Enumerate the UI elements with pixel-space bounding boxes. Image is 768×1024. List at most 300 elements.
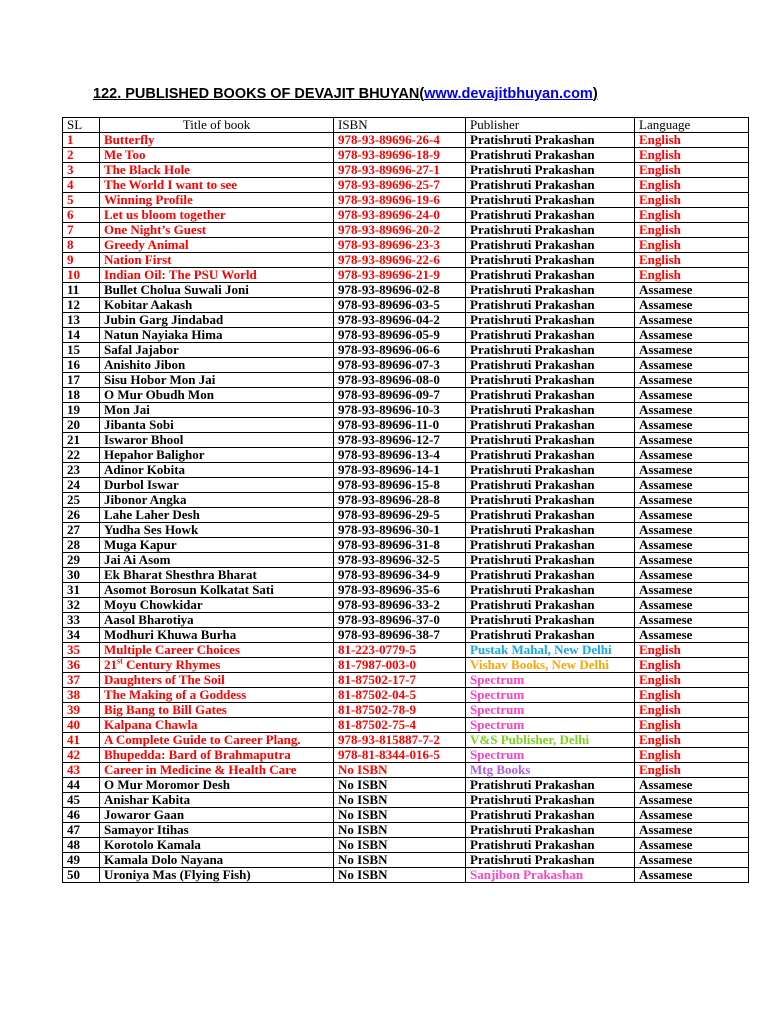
row-sl: 36 [63, 658, 100, 673]
row-language: Assamese [635, 613, 749, 628]
row-sl: 37 [63, 673, 100, 688]
row-sl: 21 [63, 433, 100, 448]
row-publisher: Pratishruti Prakashan [466, 553, 635, 568]
table-row [63, 238, 749, 253]
row-isbn: 978-93-89696-21-9 [334, 268, 466, 283]
row-sl: 25 [63, 493, 100, 508]
row-title: Samayor Itihas [100, 823, 334, 838]
row-isbn: 978-93-89696-31-8 [334, 538, 466, 553]
table-row [63, 133, 749, 148]
row-isbn: 978-93-89696-30-1 [334, 523, 466, 538]
row-sl: 6 [63, 208, 100, 223]
row-sl: 50 [63, 868, 100, 883]
row-sl: 42 [63, 748, 100, 763]
row-sl: 28 [63, 538, 100, 553]
row-publisher: V&S Publisher, Delhi [466, 733, 635, 748]
row-publisher: Pratishruti Prakashan [466, 448, 635, 463]
row-publisher: Pratishruti Prakashan [466, 538, 635, 553]
row-sl: 44 [63, 778, 100, 793]
row-sl: 24 [63, 478, 100, 493]
row-sl: 31 [63, 583, 100, 598]
table-row [63, 403, 749, 418]
row-publisher: Pratishruti Prakashan [466, 433, 635, 448]
title-suffix: ) [592, 86, 598, 102]
row-sl: 10 [63, 268, 100, 283]
row-language: Assamese [635, 463, 749, 478]
table-row [63, 508, 749, 523]
row-isbn: 81-87502-78-9 [334, 703, 466, 718]
row-isbn: 978-93-89696-07-3 [334, 358, 466, 373]
row-title: The Black Hole [100, 163, 334, 178]
table-row [63, 868, 749, 883]
row-sl: 19 [63, 403, 100, 418]
table-row [63, 163, 749, 178]
row-sl: 1 [63, 133, 100, 148]
row-publisher: Pratishruti Prakashan [466, 493, 635, 508]
row-title-suffix: st [117, 657, 123, 666]
row-publisher: Pratishruti Prakashan [466, 508, 635, 523]
row-title: Career in Medicine & Health Care [100, 763, 334, 778]
table-row [63, 283, 749, 298]
row-publisher: Pratishruti Prakashan [466, 253, 635, 268]
row-language: Assamese [635, 313, 749, 328]
row-title: O Mur Obudh Mon [100, 388, 334, 403]
table-row [63, 193, 749, 208]
row-title: Hepahor Balighor [100, 448, 334, 463]
row-title: Butterfly [100, 133, 334, 148]
row-language: English [635, 133, 749, 148]
row-isbn: 978-93-89696-12-7 [334, 433, 466, 448]
table-row [63, 463, 749, 478]
row-isbn: 978-93-89696-32-5 [334, 553, 466, 568]
row-sl: 9 [63, 253, 100, 268]
row-publisher: Pratishruti Prakashan [466, 583, 635, 598]
row-title: Lahe Laher Desh [100, 508, 334, 523]
header-isbn: ISBN [334, 118, 466, 133]
row-publisher: Spectrum [466, 688, 635, 703]
row-isbn: 81-7987-003-0 [334, 658, 466, 673]
row-title: Jai Ai Asom [100, 553, 334, 568]
row-isbn: 978-93-89696-13-4 [334, 448, 466, 463]
row-isbn: 978-93-89696-35-6 [334, 583, 466, 598]
row-title: Kamala Dolo Nayana [100, 853, 334, 868]
row-title: Uroniya Mas (Flying Fish) [100, 868, 334, 883]
row-language: English [635, 253, 749, 268]
row-language: English [635, 658, 749, 673]
row-isbn: 978-93-89696-08-0 [334, 373, 466, 388]
row-language: English [635, 208, 749, 223]
row-publisher: Vishav Books, New Delhi [466, 658, 635, 673]
row-title: Durbol Iswar [100, 478, 334, 493]
row-isbn: No ISBN [334, 763, 466, 778]
header-title: Title of book [100, 118, 334, 133]
row-isbn: 978-93-89696-09-7 [334, 388, 466, 403]
row-language: English [635, 643, 749, 658]
row-publisher: Pratishruti Prakashan [466, 418, 635, 433]
row-isbn: 978-93-89696-29-5 [334, 508, 466, 523]
row-isbn: 978-93-89696-22-6 [334, 253, 466, 268]
row-sl: 2 [63, 148, 100, 163]
row-sl: 23 [63, 463, 100, 478]
row-title: Adinor Kobita [100, 463, 334, 478]
row-publisher: Pratishruti Prakashan [466, 523, 635, 538]
row-publisher: Pratishruti Prakashan [466, 268, 635, 283]
row-publisher: Spectrum [466, 673, 635, 688]
row-language: English [635, 763, 749, 778]
row-publisher: Pratishruti Prakashan [466, 598, 635, 613]
row-title: Jibanta Sobi [100, 418, 334, 433]
row-publisher: Pratishruti Prakashan [466, 373, 635, 388]
row-publisher: Pratishruti Prakashan [466, 853, 635, 868]
row-isbn: 978-93-89696-10-3 [334, 403, 466, 418]
row-title: Jubin Garg Jindabad [100, 313, 334, 328]
row-publisher: Spectrum [466, 748, 635, 763]
row-language: Assamese [635, 388, 749, 403]
row-language: English [635, 718, 749, 733]
row-title-number: 21 [104, 657, 117, 672]
row-publisher: Pratishruti Prakashan [466, 613, 635, 628]
row-sl: 15 [63, 343, 100, 358]
table-row [63, 148, 749, 163]
row-language: Assamese [635, 493, 749, 508]
row-isbn: 978-93-89696-20-2 [334, 223, 466, 238]
table-row [63, 763, 749, 778]
row-sl: 40 [63, 718, 100, 733]
row-language: Assamese [635, 793, 749, 808]
row-publisher: Pratishruti Prakashan [466, 568, 635, 583]
table-row [63, 613, 749, 628]
row-sl: 41 [63, 733, 100, 748]
row-isbn: 978-93-89696-05-9 [334, 328, 466, 343]
row-language: English [635, 193, 749, 208]
row-title: Me Too [100, 148, 334, 163]
row-isbn: 81-87502-17-7 [334, 673, 466, 688]
row-isbn: 978-93-89696-18-9 [334, 148, 466, 163]
table-row [63, 853, 749, 868]
row-title: Nation First [100, 253, 334, 268]
row-isbn: 978-93-89696-15-8 [334, 478, 466, 493]
row-isbn: 978-93-89696-27-1 [334, 163, 466, 178]
row-title: Multiple Career Choices [100, 643, 334, 658]
header-sl: SL [63, 118, 100, 133]
row-publisher: Pratishruti Prakashan [466, 403, 635, 418]
row-publisher: Pratishruti Prakashan [466, 628, 635, 643]
row-title: Kobitar Aakash [100, 298, 334, 313]
row-isbn: 978-93-89696-03-5 [334, 298, 466, 313]
row-title: A Complete Guide to Career Plang. [100, 733, 334, 748]
row-publisher: Mtg Books [466, 763, 635, 778]
row-sl: 32 [63, 598, 100, 613]
table-row [63, 718, 749, 733]
row-publisher: Pratishruti Prakashan [466, 193, 635, 208]
row-language: Assamese [635, 478, 749, 493]
table-row [63, 523, 749, 538]
row-title: Iswaror Bhool [100, 433, 334, 448]
row-language: Assamese [635, 628, 749, 643]
table-row [63, 328, 749, 343]
row-sl: 20 [63, 418, 100, 433]
row-publisher: Pratishruti Prakashan [466, 313, 635, 328]
row-isbn: 978-93-89696-14-1 [334, 463, 466, 478]
row-isbn: 978-93-89696-26-4 [334, 133, 466, 148]
table-row [63, 493, 749, 508]
row-title: The Making of a Goddess [100, 688, 334, 703]
row-language: Assamese [635, 583, 749, 598]
row-title: Big Bang to Bill Gates [100, 703, 334, 718]
row-sl: 45 [63, 793, 100, 808]
table-row [63, 643, 749, 658]
row-publisher: Pratishruti Prakashan [466, 823, 635, 838]
row-title: O Mur Moromor Desh [100, 778, 334, 793]
table-row [63, 433, 749, 448]
row-isbn: 978-93-89696-25-7 [334, 178, 466, 193]
table-row [63, 418, 749, 433]
row-language: English [635, 703, 749, 718]
table-row [63, 553, 749, 568]
title-prefix: 122. PUBLISHED BOOKS OF DEVAJIT BHUYAN( [93, 86, 425, 102]
row-publisher: Pratishruti Prakashan [466, 208, 635, 223]
row-sl: 11 [63, 283, 100, 298]
row-isbn: 978-93-89696-19-6 [334, 193, 466, 208]
row-isbn: 978-93-89696-11-0 [334, 418, 466, 433]
table-row [63, 343, 749, 358]
header-language: Language [635, 118, 749, 133]
row-sl: 7 [63, 223, 100, 238]
row-title: Indian Oil: The PSU World [100, 268, 334, 283]
table-row [63, 208, 749, 223]
row-publisher: Pratishruti Prakashan [466, 478, 635, 493]
row-language: Assamese [635, 343, 749, 358]
table-row [63, 358, 749, 373]
table-row [63, 268, 749, 283]
row-title: Jibonor Angka [100, 493, 334, 508]
table-header-row [63, 118, 749, 133]
row-title: Greedy Animal [100, 238, 334, 253]
row-sl: 49 [63, 853, 100, 868]
table-row [63, 778, 749, 793]
row-sl: 3 [63, 163, 100, 178]
table-row [63, 568, 749, 583]
row-title: Aasol Bharotiya [100, 613, 334, 628]
row-sl: 22 [63, 448, 100, 463]
row-sl: 27 [63, 523, 100, 538]
row-language: English [635, 178, 749, 193]
row-title: Winning Profile [100, 193, 334, 208]
row-title-rest: Century Rhymes [122, 657, 221, 672]
row-title: Moyu Chowkidar [100, 598, 334, 613]
table-row [63, 808, 749, 823]
row-publisher: Pratishruti Prakashan [466, 838, 635, 853]
row-title: Muga Kapur [100, 538, 334, 553]
table-row [63, 538, 749, 553]
row-isbn: 978-93-89696-04-2 [334, 313, 466, 328]
table-row [63, 298, 749, 313]
row-title: Sisu Hobor Mon Jai [100, 373, 334, 388]
row-isbn: No ISBN [334, 853, 466, 868]
row-sl: 4 [63, 178, 100, 193]
row-title: Yudha Ses Howk [100, 523, 334, 538]
table-row [63, 703, 749, 718]
row-sl: 33 [63, 613, 100, 628]
row-publisher: Pratishruti Prakashan [466, 163, 635, 178]
row-language: Assamese [635, 868, 749, 883]
row-publisher: Pratishruti Prakashan [466, 343, 635, 358]
row-sl: 16 [63, 358, 100, 373]
table-row [63, 793, 749, 808]
row-isbn: No ISBN [334, 838, 466, 853]
row-language: Assamese [635, 403, 749, 418]
row-title: Kalpana Chawla [100, 718, 334, 733]
row-isbn: 978-93-89696-02-8 [334, 283, 466, 298]
row-sl: 26 [63, 508, 100, 523]
row-isbn: 978-81-8344-016-5 [334, 748, 466, 763]
row-language: Assamese [635, 328, 749, 343]
row-language: Assamese [635, 538, 749, 553]
row-isbn: 978-93-815887-7-2 [334, 733, 466, 748]
row-publisher: Pratishruti Prakashan [466, 238, 635, 253]
row-title: Daughters of The Soil [100, 673, 334, 688]
row-title: Jowaror Gaan [100, 808, 334, 823]
row-sl: 12 [63, 298, 100, 313]
row-isbn: No ISBN [334, 808, 466, 823]
row-publisher: Pratishruti Prakashan [466, 793, 635, 808]
row-publisher: Pratishruti Prakashan [466, 298, 635, 313]
row-isbn: 81-87502-04-5 [334, 688, 466, 703]
row-title: Bhupedda: Bard of Brahmaputra [100, 748, 334, 763]
table-row [63, 373, 749, 388]
row-language: Assamese [635, 553, 749, 568]
row-publisher: Pratishruti Prakashan [466, 223, 635, 238]
row-language: English [635, 223, 749, 238]
row-publisher: Pratishruti Prakashan [466, 328, 635, 343]
row-publisher: Pratishruti Prakashan [466, 133, 635, 148]
table-row [63, 628, 749, 643]
row-sl: 30 [63, 568, 100, 583]
row-title: Anishar Kabita [100, 793, 334, 808]
row-isbn: No ISBN [334, 778, 466, 793]
row-sl: 8 [63, 238, 100, 253]
row-publisher: Pratishruti Prakashan [466, 283, 635, 298]
table-row [63, 688, 749, 703]
row-sl: 14 [63, 328, 100, 343]
row-sl: 39 [63, 703, 100, 718]
row-publisher: Pustak Mahal, New Delhi [466, 643, 635, 658]
row-sl: 18 [63, 388, 100, 403]
header-publisher: Publisher [466, 118, 635, 133]
row-language: Assamese [635, 568, 749, 583]
row-publisher: Pratishruti Prakashan [466, 808, 635, 823]
table-row [63, 598, 749, 613]
row-sl: 38 [63, 688, 100, 703]
row-language: English [635, 238, 749, 253]
row-publisher: Pratishruti Prakashan [466, 148, 635, 163]
row-publisher: Pratishruti Prakashan [466, 388, 635, 403]
table-row [63, 658, 749, 673]
books-table [62, 117, 749, 883]
row-title: Modhuri Khuwa Burha [100, 628, 334, 643]
row-language: English [635, 688, 749, 703]
page-title [93, 86, 598, 102]
row-publisher: Pratishruti Prakashan [466, 358, 635, 373]
table-row [63, 838, 749, 853]
table-row [63, 388, 749, 403]
row-language: English [635, 163, 749, 178]
row-isbn: 978-93-89696-37-0 [334, 613, 466, 628]
row-language: Assamese [635, 838, 749, 853]
table-row [63, 823, 749, 838]
row-sl: 47 [63, 823, 100, 838]
row-sl: 48 [63, 838, 100, 853]
row-language: English [635, 268, 749, 283]
row-publisher: Spectrum [466, 703, 635, 718]
table-row [63, 448, 749, 463]
row-sl: 29 [63, 553, 100, 568]
row-publisher: Spectrum [466, 718, 635, 733]
row-language: Assamese [635, 823, 749, 838]
row-isbn: No ISBN [334, 868, 466, 883]
row-publisher: Sanjibon Prakashan [466, 868, 635, 883]
row-language: Assamese [635, 283, 749, 298]
row-language: English [635, 748, 749, 763]
row-isbn: 978-93-89696-33-2 [334, 598, 466, 613]
row-language: Assamese [635, 418, 749, 433]
row-isbn: 978-93-89696-23-3 [334, 238, 466, 253]
table-row [63, 673, 749, 688]
row-sl: 5 [63, 193, 100, 208]
row-title: Bullet Cholua Suwali Joni [100, 283, 334, 298]
row-language: Assamese [635, 373, 749, 388]
table-row [63, 253, 749, 268]
table-row [63, 178, 749, 193]
row-isbn: No ISBN [334, 793, 466, 808]
row-title [100, 658, 334, 673]
row-title: Korotolo Kamala [100, 838, 334, 853]
row-language: Assamese [635, 808, 749, 823]
row-language: Assamese [635, 853, 749, 868]
row-title: Anishito Jibon [100, 358, 334, 373]
row-sl: 34 [63, 628, 100, 643]
row-sl: 13 [63, 313, 100, 328]
row-language: Assamese [635, 523, 749, 538]
table-row [63, 478, 749, 493]
row-publisher: Pratishruti Prakashan [466, 463, 635, 478]
table-row [63, 583, 749, 598]
row-isbn: 81-223-0779-5 [334, 643, 466, 658]
row-publisher: Pratishruti Prakashan [466, 178, 635, 193]
row-isbn: 978-93-89696-34-9 [334, 568, 466, 583]
row-language: Assamese [635, 508, 749, 523]
row-isbn: 81-87502-75-4 [334, 718, 466, 733]
website-link[interactable]: www.devajitbhuyan.com [424, 86, 593, 102]
row-language: Assamese [635, 448, 749, 463]
row-language: English [635, 673, 749, 688]
row-title: Ek Bharat Shesthra Bharat [100, 568, 334, 583]
row-sl: 43 [63, 763, 100, 778]
row-sl: 17 [63, 373, 100, 388]
row-isbn: 978-93-89696-28-8 [334, 493, 466, 508]
row-language: Assamese [635, 433, 749, 448]
books-table-body [63, 118, 749, 883]
table-row [63, 223, 749, 238]
row-language: English [635, 148, 749, 163]
row-isbn: No ISBN [334, 823, 466, 838]
row-sl: 46 [63, 808, 100, 823]
row-title: Natun Nayiaka Hima [100, 328, 334, 343]
table-row [63, 733, 749, 748]
row-isbn: 978-93-89696-38-7 [334, 628, 466, 643]
row-isbn: 978-93-89696-24-0 [334, 208, 466, 223]
row-language: English [635, 733, 749, 748]
